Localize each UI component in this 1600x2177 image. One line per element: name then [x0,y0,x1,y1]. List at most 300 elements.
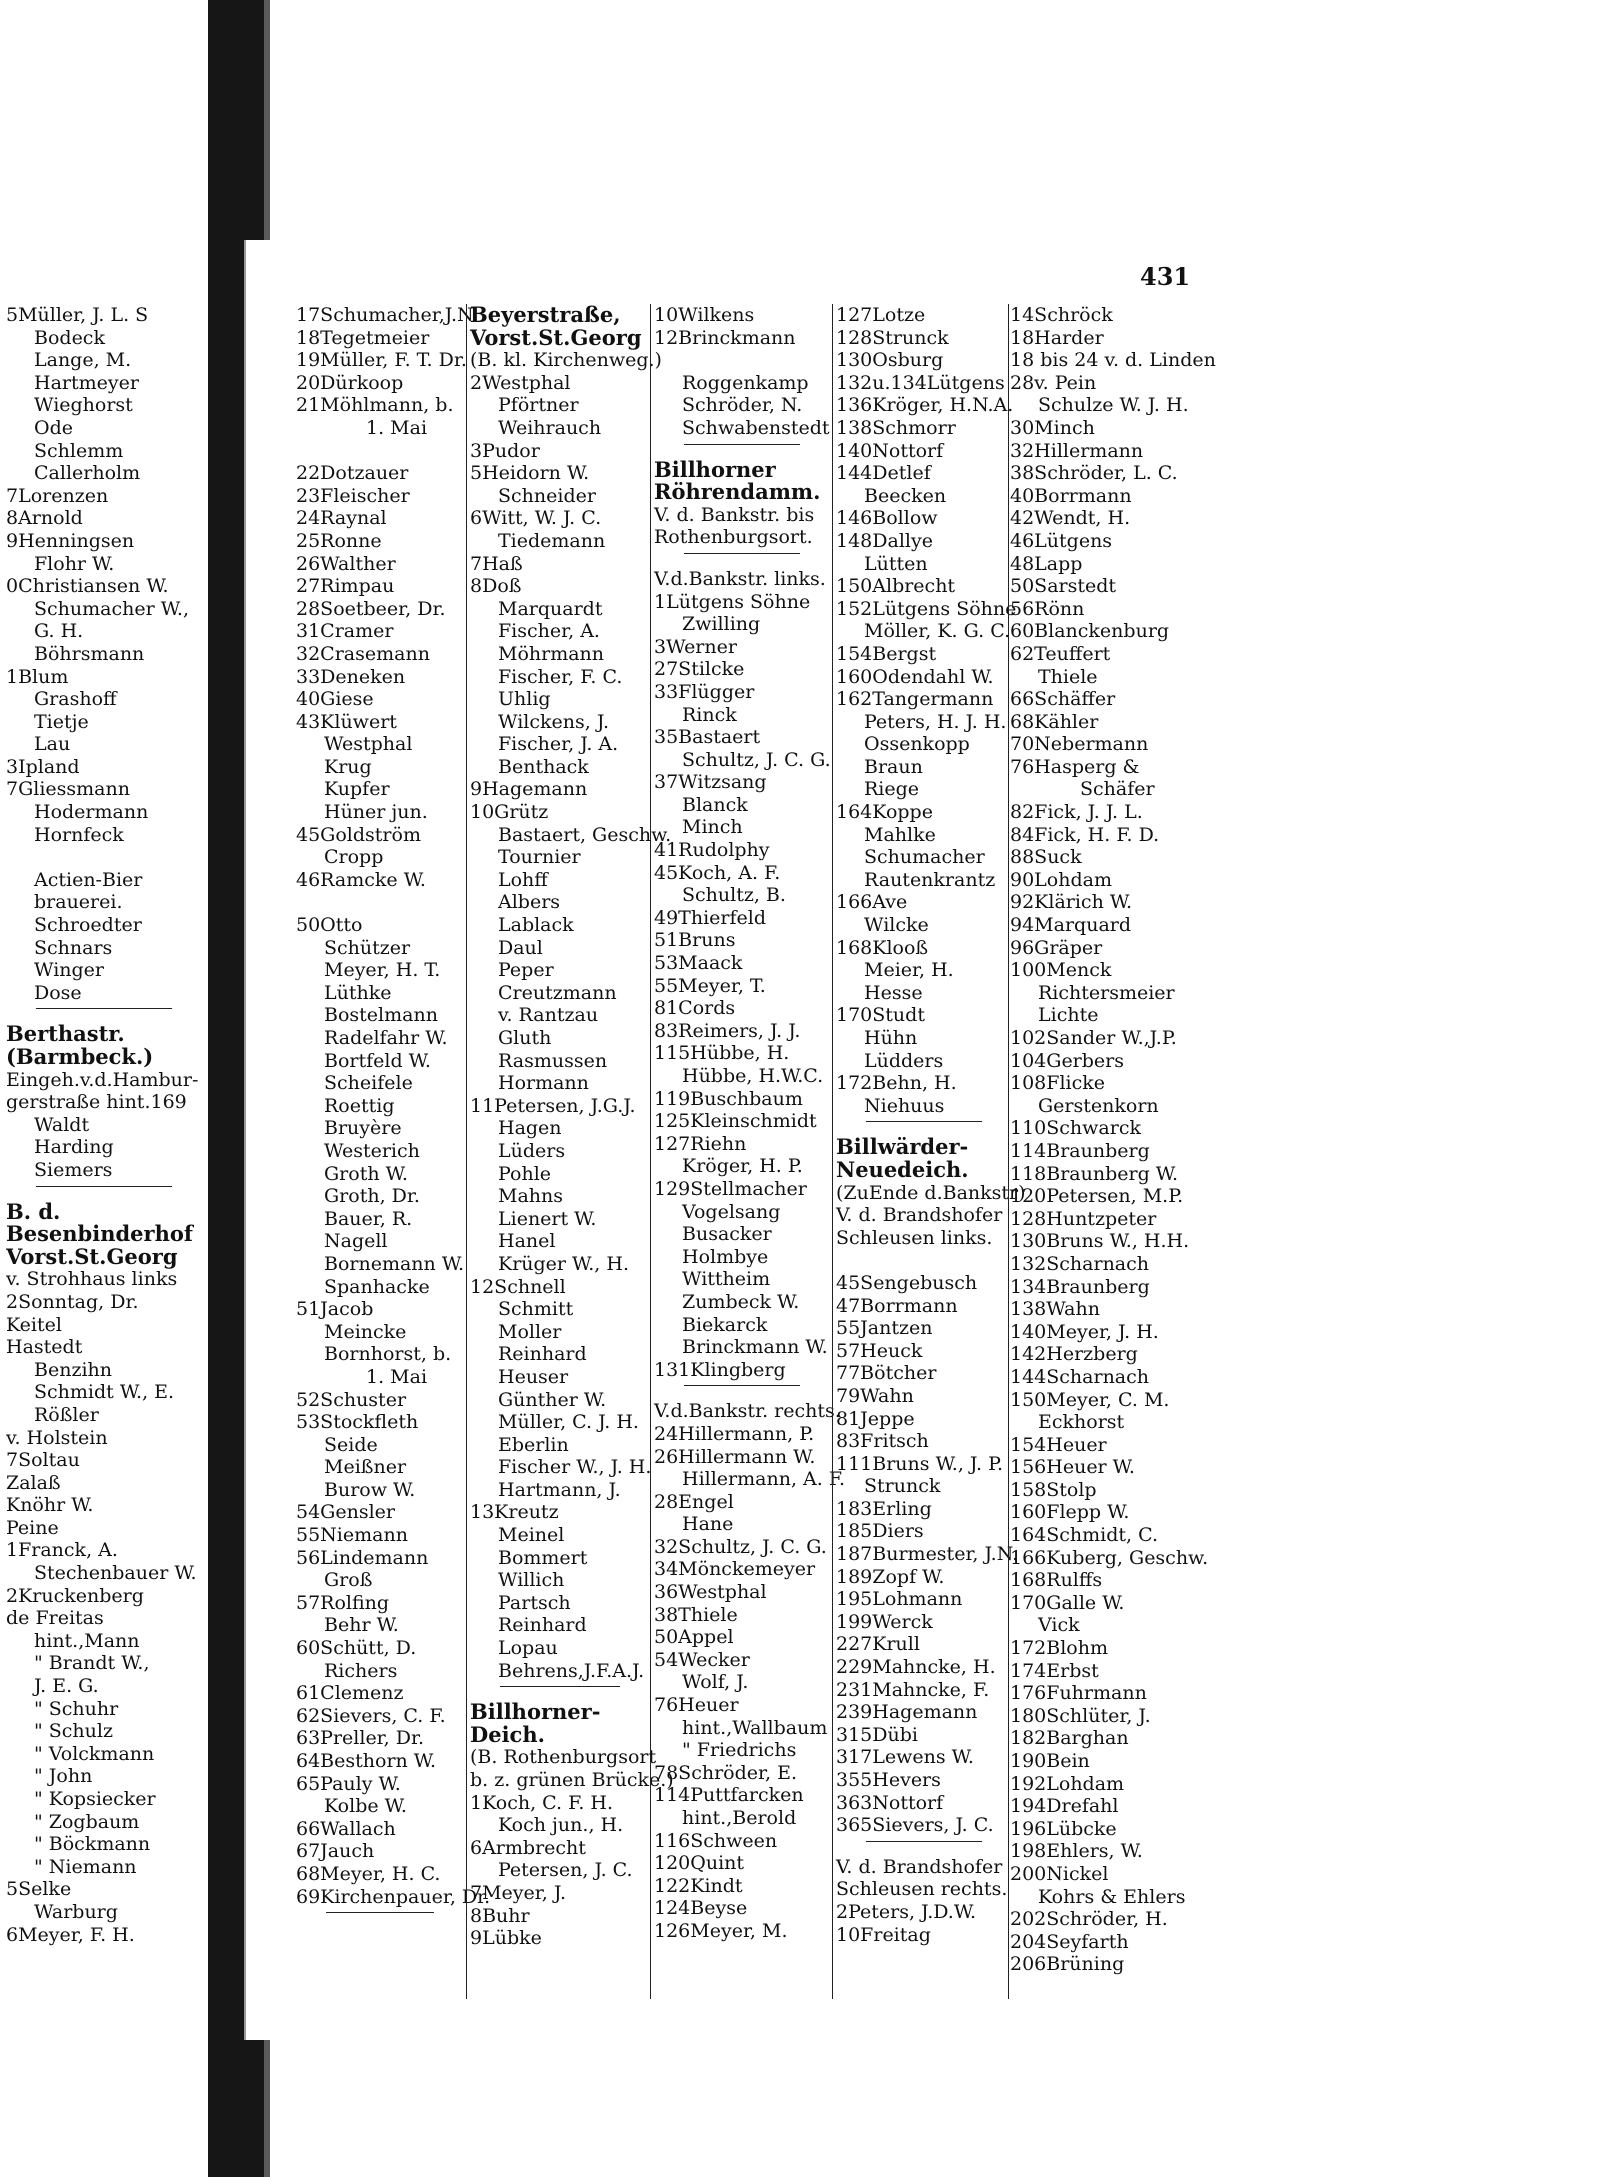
directory-entry: Kohrs & Ehlers [1038,1885,1186,1908]
directory-entry: 140Nottorf [836,439,944,462]
directory-entry: Hühn [864,1027,918,1049]
directory-entry: 2Kruckenberg [6,1584,144,1607]
directory-entry: 83Reimers, J. J. [654,1019,801,1042]
directory-entry: Zwilling [682,613,761,636]
directory-entry: 88Suck [1010,846,1082,869]
directory-entry: Bornemann W. [324,1252,465,1275]
directory-entry: 166Ave [836,891,908,914]
directory-entry: Groth, Dr. [324,1185,420,1208]
street-heading: Billhorner [654,456,776,482]
directory-entry: 114Braunberg [1010,1139,1150,1162]
directory-entry: Reinhard [498,1614,587,1637]
directory-entry: Flohr W. [34,552,115,575]
directory-entry: Schmitt [498,1298,574,1321]
directory-entry: Schneider [498,484,596,507]
directory-entry: 54Wecker [654,1648,750,1671]
directory-entry: Partsch [498,1591,571,1614]
directory-entry: 3Werner [654,635,737,658]
directory-entry: Holmbye [682,1245,769,1268]
directory-entry: 64Besthorn W. [296,1750,437,1772]
directory-entry: gerstraße hint.169 [6,1091,187,1114]
directory-entry: Pförtner [498,394,579,417]
directory-entry: Lange, M. [34,349,132,372]
directory-entry: 10Grütz [470,801,549,824]
directory-entry: Hormann [498,1072,589,1095]
directory-entry: 48Lapp [1010,552,1083,575]
directory-entry: 156Heuer W. [1010,1456,1135,1479]
directory-entry: 28Soetbeer, Dr. [296,597,446,620]
directory-entry: 189Zopf W. [836,1565,945,1588]
directory-entry: J. E. G. [34,1675,99,1698]
directory-entry: 1Koch, C. F. H. [470,1791,614,1814]
directory-entry: Biekarck [682,1313,768,1336]
directory-entry: Hesse [864,981,923,1004]
directory-entry: 56Lindemann [296,1546,429,1569]
directory-entry: 187Burmester, J.N. [836,1543,1019,1566]
directory-entry: 104Gerbers [1010,1049,1125,1072]
directory-entry: 3Pudor [470,439,540,462]
directory-entry: 150Albrecht [836,575,956,598]
directory-entry: b. z. grünen Brücke.) [470,1769,674,1791]
directory-entry: 355Hevers [836,1769,941,1791]
directory-entry: 7Haß [470,552,523,575]
directory-entry: v. Rantzau [498,1004,599,1027]
directory-entry: Zalaß [6,1471,61,1494]
directory-entry: Wilcke [864,914,929,937]
directory-entry: V. d. Brandshofer [836,1204,1003,1227]
directory-entry: V. d. Bankstr. bis [654,503,815,526]
directory-entry: 365Sievers, J. C. [836,1814,994,1837]
directory-entry: Lüthke [324,981,392,1004]
directory-entry: Callerholm [34,462,141,485]
directory-entry: Schlemm [34,439,124,462]
directory-entry: 18Tegetmeier [296,326,430,349]
directory-entry: Nagell [324,1230,388,1253]
directory-entry: V.d.Bankstr. rechts. [654,1400,841,1423]
street-heading: (Barmbeck.) [6,1044,154,1069]
directory-entry: 128Huntzpeter [1010,1207,1157,1230]
directory-entry: 8Arnold [6,507,83,530]
directory-entry: 1Blum [6,665,69,688]
directory-entry: Peper [498,959,554,982]
directory-entry: Fischer, A. [498,620,600,643]
directory-column-3 [654,304,846,1943]
directory-entry: 32Schultz, J. C. G. [654,1535,827,1558]
directory-entry: Warburg [34,1900,118,1923]
directory-entry: 41Rudolphy [654,839,770,862]
directory-entry: Bauer, R. [324,1207,413,1230]
directory-entry: Brinckmann W. [682,1336,828,1359]
directory-entry: 13Kreutz [470,1501,559,1524]
directory-entry: Westphal [324,733,413,756]
street-heading: Vorst.St.Georg [470,324,642,350]
directory-entry: Bostelmann [324,1004,438,1027]
directory-entry: Krug [324,755,372,778]
directory-entry: 111Bruns W., J. P. [836,1452,1004,1475]
directory-entry: 66Schäffer [1010,688,1116,711]
directory-entry: 33Flügger [654,680,755,703]
directory-entry: 154Bergst [836,642,937,665]
directory-entry: 30Minch [1010,416,1095,439]
directory-entry: Schmidt W., E. [34,1381,175,1404]
directory-entry: Beecken [864,484,947,507]
directory-entry: Riege [864,778,920,801]
directory-entry: 46Lütgens [1010,529,1113,552]
directory-entry: 78Schröder, E. [654,1761,797,1784]
directory-entry: Thiele [1038,665,1098,688]
directory-entry: Meißner [324,1456,407,1479]
directory-entry: Wolf, J. [682,1671,749,1694]
directory-entry: 120Quint [654,1852,745,1875]
directory-entry: 204Seyfarth [1010,1930,1129,1953]
directory-entry: Vogelsang [682,1200,781,1223]
directory-entry: 160Flepp W. [1010,1501,1130,1524]
directory-entry: 7Lorenzen [6,484,109,507]
directory-entry: 160Odendahl W. [836,665,994,688]
directory-entry: Reinhard [498,1343,587,1366]
directory-entry: 51Jacob [296,1298,374,1321]
directory-entry: 206Brüning [1010,1953,1125,1976]
directory-entry: Böhrsmann [34,642,145,665]
directory-entry: 50Appel [654,1626,734,1649]
directory-entry: Lütten [864,552,928,575]
directory-entry: 129Stellmacher [654,1177,807,1200]
directory-entry: 60Blanckenburg [1010,620,1170,643]
directory-entry: 110Schwarck [1010,1117,1141,1140]
directory-entry: Schultz, B. [682,884,786,907]
directory-entry: " John [34,1765,93,1788]
street-heading: Billhorner- [470,1699,601,1725]
directory-entry: Wittheim [682,1268,771,1291]
directory-entry: 6Meyer, F. H. [6,1923,135,1946]
street-heading: Beyerstraße, [470,302,621,327]
directory-column-2 [470,302,674,1950]
directory-entry: Roettig [324,1094,395,1117]
street-heading: Vorst.St.Georg [6,1243,178,1269]
directory-entry: " Schuhr [34,1697,119,1720]
directory-entry: Peters, H. J. H. [864,710,1007,733]
directory-entry: Actien-Bier [34,868,143,891]
directory-entry: 47Borrmann [836,1294,958,1317]
directory-entry: 18 bis 24 v. d. Linden [1010,349,1216,372]
directory-entry: 119Buschbaum [654,1087,803,1110]
directory-entry: 132u.134Lütgens [836,371,1005,394]
directory-entry: hint.,Mann [34,1629,140,1652]
directory-entry: 27Rimpau [296,575,395,598]
directory-entry: 25Ronne [296,529,382,552]
directory-entry: Hornfeck [34,823,124,846]
directory-entry: 68Kähler [1010,710,1099,733]
directory-entry: 56Rönn [1010,597,1085,620]
directory-entry: Lichte [1038,1004,1099,1027]
directory-entry: Winger [34,959,104,982]
directory-entry: 1Lütgens Söhne [654,590,811,613]
directory-entry: 10Freitag [836,1923,931,1946]
directory-entry: Schleusen links. [836,1226,993,1249]
directory-entry: Groß [324,1569,373,1592]
directory-entry: 138Wahn [1010,1298,1100,1321]
directory-entry: V.d.Bankstr. links. [654,567,826,590]
directory-entry: 164Schmidt, C. [1010,1524,1159,1547]
directory-entry: 118Braunberg W. [1010,1162,1179,1185]
directory-entry: 26Walther [296,552,396,575]
directory-entry: 192Lohdam [1010,1772,1125,1795]
directory-entry: Lienert W. [498,1207,597,1230]
directory-entry: " Zogbaum [34,1810,140,1833]
directory-entry: 196Lübcke [1010,1817,1117,1840]
directory-entry: 38Thiele [654,1603,738,1626]
directory-entry: Ode [34,416,73,439]
directory-entry: 5Müller, J. L. S [6,304,149,326]
directory-entry: Schultz, J. C. G. [682,748,831,771]
directory-entry: 180Schlüter, J. [1010,1704,1151,1727]
left-page-column [6,304,202,1946]
directory-entry: Lüdders [864,1049,944,1072]
directory-entry: 90Lohdam [1010,868,1112,891]
directory-entry: Günther W. [498,1388,607,1411]
directory-entry: Creutzmann [498,981,617,1004]
directory-entry: Eberlin [498,1433,569,1456]
directory-entry: Mahlke [864,823,936,846]
directory-entry: " Brandt W., [34,1652,150,1675]
directory-entry: 6Witt, W. J. C. [470,507,602,530]
directory-entry: 81Cords [654,997,736,1020]
directory-entry: Vick [1038,1614,1080,1637]
directory-entry: 166Kuberg, Geschw. [1010,1546,1209,1569]
directory-entry: 82Fick, J. J. L. [1010,801,1143,824]
directory-entry: Koch jun., H. [498,1814,624,1837]
directory-entry: 0Christiansen W. [6,575,169,598]
directory-entry: 130Bruns W., H.H. [1010,1230,1190,1253]
directory-entry: 76Heuer [654,1694,739,1717]
street-heading: B. d. [6,1198,61,1224]
directory-entry: 162Tangermann [836,688,994,711]
directory-entry: Rinck [682,703,737,726]
street-heading: Neuedeich. [836,1156,969,1182]
directory-entry: Möller, K. G. C. [864,620,1011,643]
directory-entry: 55Jantzen [836,1317,933,1340]
directory-entry: 136Kröger, H.N.A. [836,394,1014,417]
directory-entry: Braun [864,755,923,778]
directory-entry: 122Kindt [654,1874,743,1897]
page-number: 431 [1140,262,1191,291]
directory-entry: hint.,Berold [682,1807,797,1829]
directory-entry: Schäfer [1080,778,1155,801]
directory-entry: 183Erling [836,1497,932,1520]
directory-entry: Roggenkamp [682,371,809,394]
directory-entry: 158Stolp [1010,1478,1097,1501]
directory-entry: Lohff [498,868,548,891]
column-divider [650,304,651,1999]
directory-entry: 53Maack [654,952,743,975]
directory-entry: 202Schröder, H. [1010,1908,1168,1931]
directory-entry: Behr W. [324,1614,399,1637]
directory-entry: 131Klingberg [654,1358,786,1381]
directory-entry: 152Lütgens Söhne [836,597,1017,620]
directory-entry: 32Hillermann [1010,439,1144,462]
directory-entry: 46Ramcke W. [296,868,426,891]
directory-entry: Burow W. [324,1478,416,1501]
directory-entry: 18Harder [1010,326,1104,349]
directory-entry: 127Lotze [836,304,926,326]
column-divider [832,304,833,1999]
directory-entry: 38Schröder, L. C. [1010,462,1178,485]
directory-entry: 174Erbst [1010,1659,1099,1682]
directory-entry: Hodermann [34,801,149,824]
section-rule [36,1186,172,1197]
directory-entry: 35Bastaert [654,726,761,749]
directory-entry: 6Armbrecht [470,1836,586,1859]
directory-entry: Daul [498,936,543,959]
directory-entry: v. Holstein [6,1426,108,1449]
blank-line [6,846,202,869]
directory-entry: 144Detlef [836,462,931,485]
directory-entry: 363Nottorf [836,1791,944,1814]
directory-entry: 45Koch, A. F. [654,861,781,884]
directory-entry: 124Beyse [654,1897,748,1920]
directory-entry: 172Blohm [1010,1637,1108,1660]
directory-entry: 116Schween [654,1829,778,1852]
directory-entry: 24Hillermann, P. [654,1422,815,1445]
directory-entry: Westerich [324,1139,420,1162]
directory-entry: 11Petersen, J.G.J. [470,1094,636,1117]
directory-entry: Bortfeld W. [324,1049,431,1072]
directory-entry: 114Puttfarcken [654,1784,804,1807]
directory-entry: (ZuEnde d.Bankstr) [836,1181,1026,1204]
directory-entry: Knöhr W. [6,1494,94,1517]
directory-entry: 42Wendt, H. [1010,507,1131,530]
directory-entry: Kupfer [324,778,390,801]
directory-entry: 94Marquard [1010,914,1132,937]
directory-entry: 130Osburg [836,349,944,372]
directory-entry: " Schulz [34,1720,113,1743]
directory-entry: 2Sonntag, Dr. [6,1290,139,1313]
directory-entry: Scheifele [324,1072,413,1095]
directory-entry: " Niemann [34,1855,137,1878]
directory-entry: Benthack [498,755,589,778]
directory-entry: Hagen [498,1117,562,1140]
directory-entry: 7Soltau [6,1449,80,1472]
directory-entry: Bommert [498,1546,588,1569]
directory-entry: Benzihn [34,1358,113,1381]
directory-entry: 1. Mai [366,416,428,439]
directory-entry: Siemers [34,1158,113,1181]
directory-entry: 34Mönckemeyer [654,1558,816,1581]
directory-entry: 24Raynal [296,507,387,530]
directory-entry: Blanck [682,793,748,816]
directory-entry: de Freitas [6,1607,104,1630]
directory-entry: Schützer [324,936,411,959]
directory-entry: Keitel [6,1313,62,1336]
directory-entry: 9Hagemann [470,778,588,801]
directory-entry: Rasmussen [498,1049,608,1072]
directory-entry: 12Schnell [470,1275,566,1298]
directory-entry: Eckhorst [1038,1411,1125,1434]
directory-entry: 23Fleischer [296,484,410,507]
directory-entry: 20Dürkoop [296,371,404,394]
directory-entry: Wieghorst [34,394,133,417]
directory-entry: Waldt [34,1113,90,1136]
column-divider [466,304,467,1999]
directory-entry: 227Krull [836,1633,920,1656]
directory-entry: 26Hillermann W. [654,1445,816,1468]
directory-entry: Hartmann, J. [498,1478,621,1501]
directory-entry: Müller, C. J. H. [498,1411,639,1434]
directory-entry: 43Klüwert [296,710,397,733]
directory-entry: 96Gräper [1010,936,1103,959]
directory-entry: Rautenkrantz [864,868,996,891]
section-rule [684,444,800,455]
directory-entry: 81Jeppe [836,1407,915,1430]
blank-line [654,349,830,372]
directory-entry: 148Dallye [836,529,933,552]
directory-entry: Hastedt [6,1336,83,1359]
directory-entry: 9Lübke [470,1927,542,1950]
directory-entry: 52Schuster [296,1388,407,1411]
directory-entry: 19Müller, F. T. Dr. [296,349,467,372]
section-rule [866,1121,982,1132]
directory-entry: 108Flicke [1010,1072,1105,1095]
directory-entry: hint.,Wallbaum [682,1716,828,1739]
directory-entry: Kröger, H. P. [682,1155,803,1178]
directory-entry: Bornhorst, b. [324,1343,452,1366]
directory-entry: 231Mahncke, F. [836,1678,990,1701]
directory-entry: 140Meyer, J. H. [1010,1320,1159,1343]
directory-entry: 31Cramer [296,620,394,643]
directory-entry: 60Schütt, D. [296,1637,417,1660]
section-rule [36,1008,172,1019]
directory-entry: Schleusen rechts. [836,1878,1008,1901]
directory-entry: 2Peters, J.D.W. [836,1900,977,1923]
directory-entry: 102Sander W.,J.P. [1010,1027,1177,1049]
column-divider [1008,304,1009,1999]
directory-entry: 168Klooß [836,936,929,959]
directory-entry: 79Wahn [836,1384,914,1407]
directory-entry: Fischer W., J. H. [498,1456,652,1479]
section-rule [866,1841,982,1852]
directory-entry: 150Meyer, C. M. [1010,1388,1170,1411]
directory-entry: 17Schumacher,J.N. [296,304,479,326]
directory-entry: 100Menck [1010,959,1112,982]
directory-entry: Marquardt [498,597,603,620]
directory-entry: 125Kleinschmidt [654,1110,817,1133]
directory-entry: 132Scharnach [1010,1252,1150,1275]
directory-entry: 14Schröck [1010,304,1113,326]
directory-entry: Mahns [498,1185,564,1208]
directory-entry: " Kopsiecker [34,1788,156,1810]
directory-entry: v. Strohhaus links [6,1268,178,1291]
directory-entry: Gerstenkorn [1038,1094,1159,1117]
directory-entry: Petersen, J. C. [498,1859,633,1882]
directory-entry: 37Witzsang [654,771,767,794]
directory-entry: 168Rulffs [1010,1569,1103,1592]
directory-entry: Schumacher [864,846,985,869]
directory-entry: 83Fritsch [836,1430,929,1453]
directory-entry: Hüner jun. [324,801,428,824]
directory-entry: 69Kirchenpauer, Dr. [296,1885,491,1908]
directory-entry: 199Werck [836,1610,933,1633]
directory-entry: 182Barghan [1010,1727,1129,1750]
directory-entry: 61Clemenz [296,1682,404,1705]
directory-entry: 200Nickel [1010,1862,1109,1885]
directory-entry: (B. kl. Kirchenweg.) [470,349,662,372]
directory-entry: Richtersmeier [1038,981,1175,1004]
directory-entry: 115Hübbe, H. [654,1042,790,1065]
directory-entry: Spanhacke [324,1275,430,1298]
directory-entry: 317Lewens W. [836,1746,974,1769]
directory-entry: 128Strunck [836,326,949,349]
directory-entry: 195Lohmann [836,1588,963,1611]
